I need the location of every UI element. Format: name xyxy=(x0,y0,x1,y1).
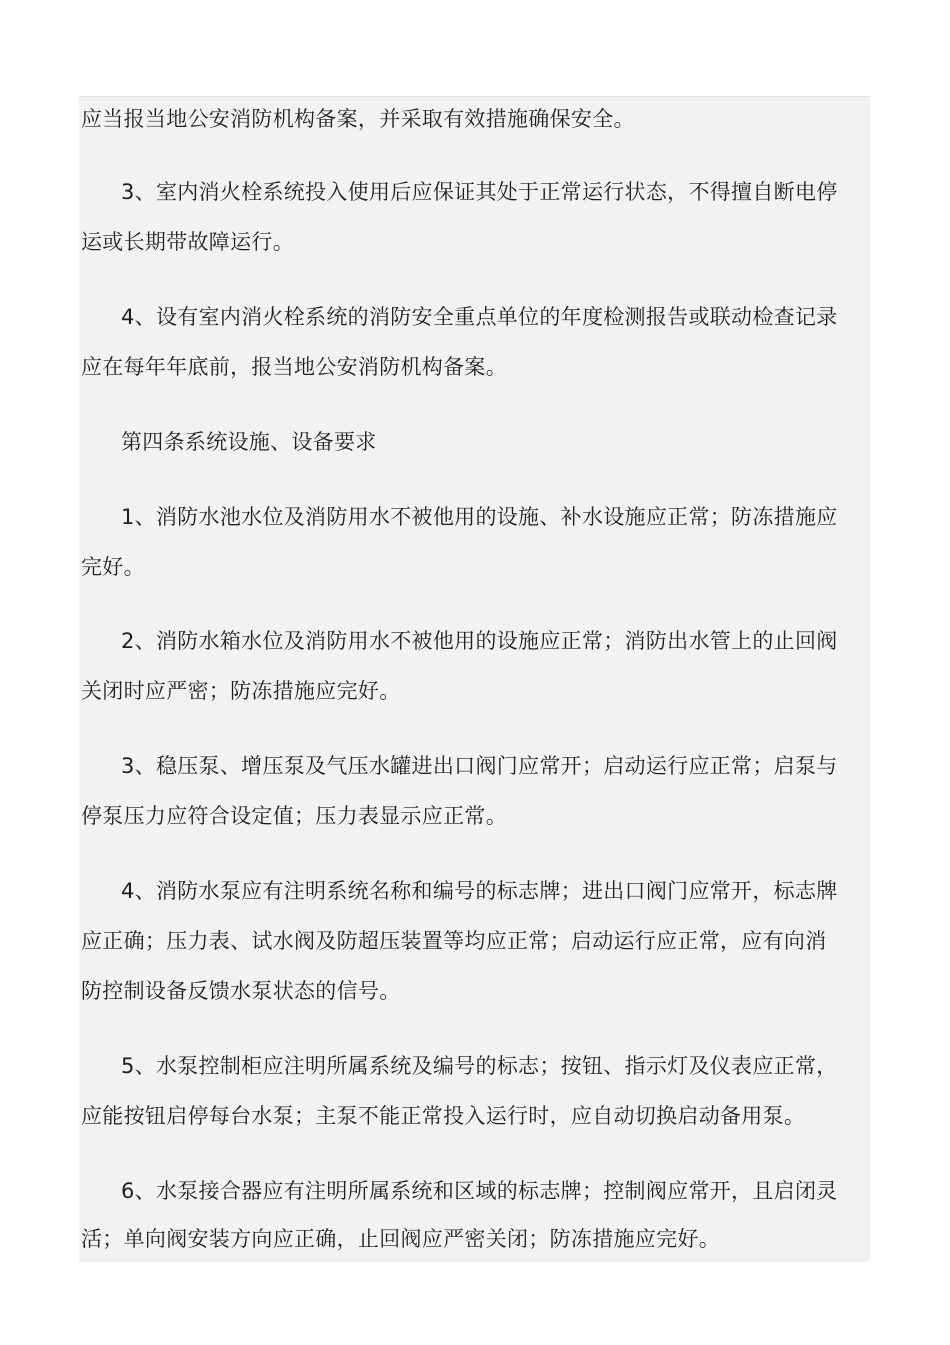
paragraph-first-line: 2、消防水箱水位及消防用水不被他用的设施应正常；消防出水管上的止回阀 xyxy=(121,629,838,653)
paragraph-first-line: 4、设有室内消火栓系统的消防安全重点单位的年度检测报告或联动检查记录 xyxy=(121,305,838,329)
text-line: 活；单向阀安装方向应正确，止回阀应严密关闭；防冻措施应完好。 xyxy=(81,1227,720,1251)
section-heading: 第四条系统设施、设备要求 xyxy=(121,430,377,454)
text-line: 应在每年年底前，报当地公安消防机构备案。 xyxy=(81,355,507,379)
document-page xyxy=(79,96,870,1262)
text-line: 完好。 xyxy=(81,555,145,579)
paragraph-first-line: 4、消防水泵应有注明系统名称和编号的标志牌；进出口阀门应常开，标志牌 xyxy=(121,879,838,903)
text-line: 关闭时应严密；防冻措施应完好。 xyxy=(81,679,401,703)
paragraph-first-line: 3、稳压泵、增压泵及气压水罐进出口阀门应常开；启动运行应正常；启泵与 xyxy=(121,754,838,778)
paragraph-first-line: 5、水泵控制柜应注明所属系统及编号的标志；按钮、指示灯及仪表应正常， xyxy=(121,1054,838,1078)
text-line: 应当报当地公安消防机构备案，并采取有效措施确保安全。 xyxy=(81,107,635,131)
text-line: 停泵压力应符合设定值；压力表显示应正常。 xyxy=(81,804,507,828)
text-line: 应能按钮启停每台水泵；主泵不能正常投入运行时，应自动切换启动备用泵。 xyxy=(81,1104,806,1128)
text-line: 运或长期带故障运行。 xyxy=(81,230,294,254)
text-line: 防控制设备反馈水泵状态的信号。 xyxy=(81,979,401,1003)
paragraph-first-line: 1、消防水池水位及消防用水不被他用的设施、补水设施应正常；防冻措施应 xyxy=(121,505,838,529)
paragraph-first-line: 3、室内消火栓系统投入使用后应保证其处于正常运行状态，不得擅自断电停 xyxy=(121,180,838,204)
paragraph-first-line: 6、水泵接合器应有注明所属系统和区域的标志牌；控制阀应常开，且启闭灵 xyxy=(121,1179,838,1203)
text-line: 应正确；压力表、试水阀及防超压装置等均应正常；启动运行应正常，应有向消 xyxy=(81,929,827,953)
